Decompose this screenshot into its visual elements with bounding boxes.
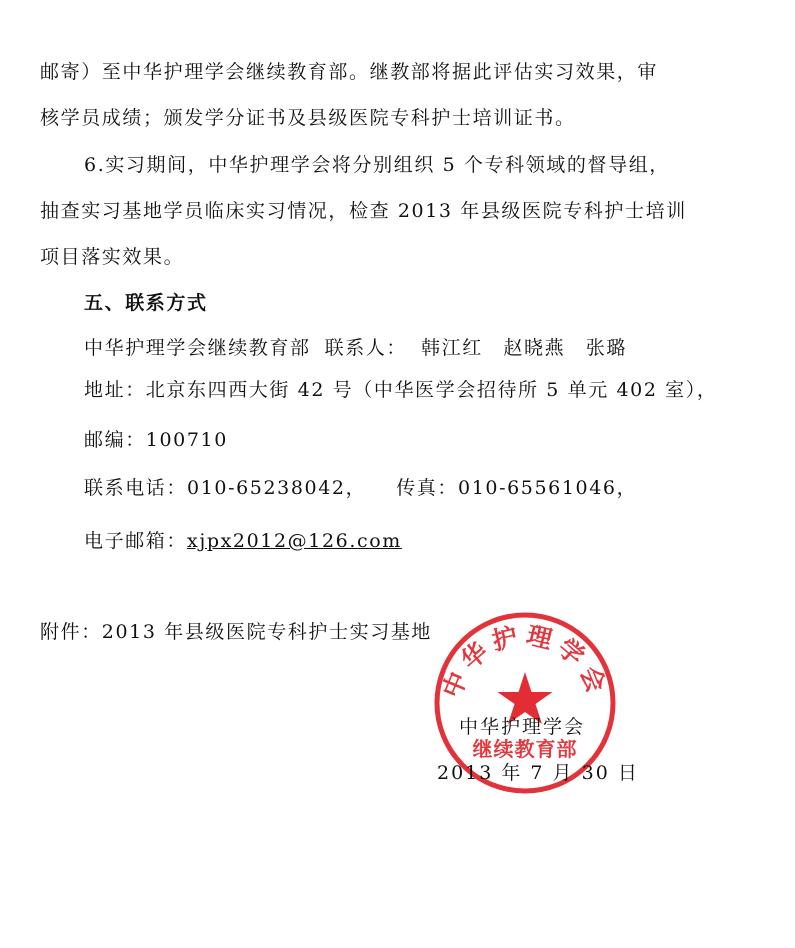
address-line: 地址：北京东四西大街 42 号（中华医学会招待所 5 单元 402 室），: [84, 379, 718, 401]
seal-outer-text: 中华护理学会: [436, 620, 614, 702]
org-contact-line: [84, 336, 627, 360]
contact-names: 韩江红 赵晓燕 张璐: [421, 337, 628, 359]
para6-line-3: 项目落实效果。: [40, 246, 185, 268]
para-prev-line-1: 邮寄）至中华护理学会继续教育部。继教部将据此评估实习效果，审: [40, 61, 659, 83]
attachment-line: 附件：2013 年县级医院专科护士实习基地: [40, 621, 432, 643]
signature-date: 2013 年 7 月 30 日: [437, 762, 639, 784]
phone-number: 联系电话：010-65238042，: [84, 477, 367, 499]
org-name: 中华护理学会继续教育部: [84, 337, 311, 359]
fax-number: 传真：010-65561046，: [396, 477, 638, 499]
contact-label: 联系人：: [324, 337, 408, 359]
para6-line-2: 抽查实习基地学员临床实习情况，检查 2013 年县级医院专科护士培训: [40, 200, 687, 222]
section5-heading: 五、联系方式: [84, 292, 208, 314]
postcode-line: 邮编：100710: [84, 429, 228, 451]
signature-org: 中华护理学会: [459, 716, 586, 738]
para6-line-1: 6.实习期间，中华护理学会将分别组织 5 个专科领域的督导组，: [84, 154, 670, 176]
email-link[interactable]: xjpx2012@126.com: [187, 530, 402, 552]
para-prev-line-2: 核学员成绩；颁发学分证书及县级医院专科护士培训证书。: [40, 107, 576, 129]
seal-inner-text: 继续教育部: [472, 737, 578, 761]
phone-fax-line: [84, 476, 637, 500]
email-label: 电子邮箱：: [84, 530, 188, 552]
email-line: [84, 529, 402, 553]
